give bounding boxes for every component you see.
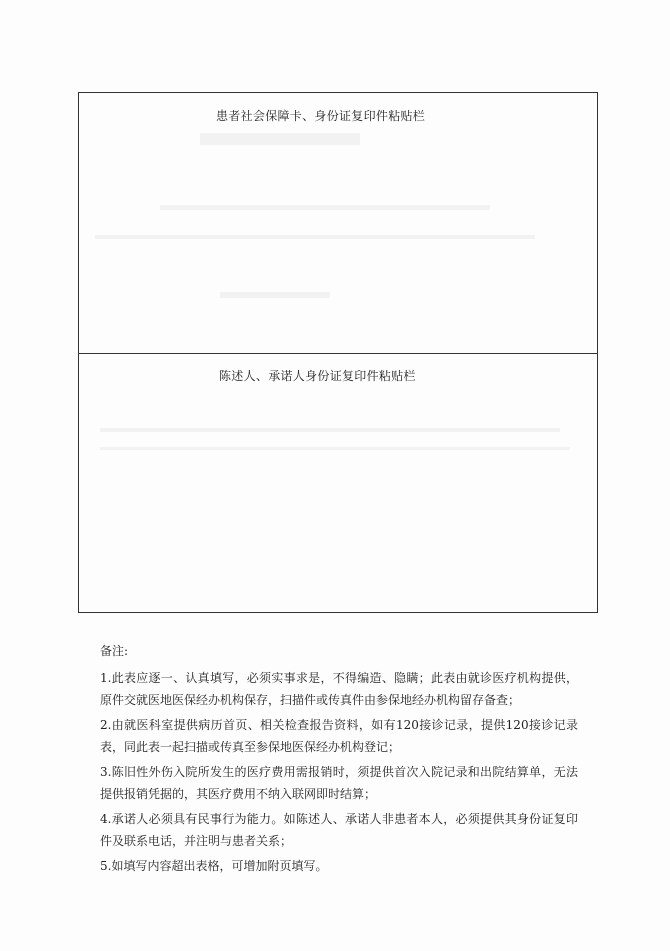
paste-table xyxy=(78,92,598,613)
notes-section xyxy=(100,640,578,877)
notes-heading: 备注: xyxy=(100,644,129,658)
declarant-id-paste-area xyxy=(79,354,597,612)
declarant-id-paste-title: 陈述人、承诺人身份证复印件粘贴栏 xyxy=(219,369,416,383)
social-security-id-paste-area xyxy=(79,93,597,354)
note-item-1: 1.此表应逐一、认真填写，必须实事求是，不得编造、隐瞒；此表由就诊医疗机构提供，原件交就医地医保经办机构保存，扫描件或传真件由参保地经办机构留存备查； xyxy=(100,670,578,707)
note-item-4: 4.承诺人必须具有民事行为能力。如陈述人、承诺人非患者本人，必须提供其身份证复印件及联系电话，并注明与患者关系； xyxy=(100,811,578,848)
note-item-3: 3.陈旧性外伤入院所发生的医疗费用需报销时，须提供首次入院记录和出院结算单，无法提供报销凭据的，其医疗费用不纳入联网即时结算； xyxy=(100,764,578,801)
note-item-5: 5.如填写内容超出表格，可增加附页填写。 xyxy=(100,858,328,873)
social-security-id-paste-title: 患者社会保障卡、身份证复印件粘贴栏 xyxy=(216,109,426,123)
note-item-2: 2.由就医科室提供病历首页、相关检查报告资料，如有120接诊记录，提供120接诊记录表，同此表一起扫描或传真至参保地医保经办机构登记； xyxy=(100,717,578,754)
